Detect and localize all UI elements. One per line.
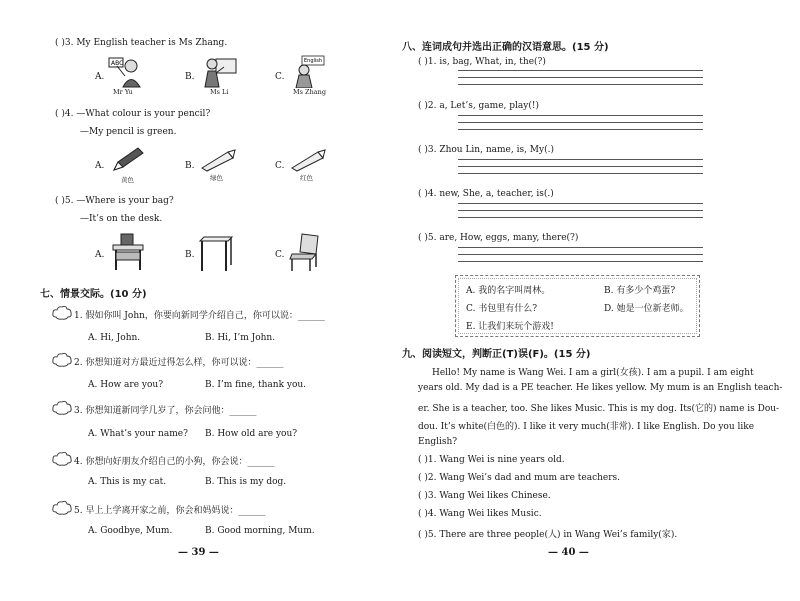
cloud-bullet-icon — [52, 305, 72, 321]
q4-option-b-letter: B. — [185, 161, 195, 171]
pen-icon — [110, 146, 146, 172]
q3-option-a-caption: Mr Yu — [113, 88, 133, 96]
s7-q5-option-a: A. Goodbye, Mum. — [88, 526, 173, 536]
choice-c: C. 书包里有什么? — [466, 304, 538, 314]
s7-q2: 2. 你想知道对方最近过得怎么样，你可以说：______ — [74, 358, 284, 368]
statement-2: ( )2. Wang Wei’s dad and mum are teachers. — [418, 473, 621, 483]
answer-line — [458, 166, 703, 167]
statement-4: ( )4. Wang Wei likes Music. — [418, 509, 542, 519]
choice-e: E. 让我们来玩个游戏! — [466, 322, 554, 332]
q5-prompt: ( )5. —Where is your bag? — [55, 196, 174, 206]
section-7-title: 七、情景交际。(10 分) — [40, 289, 147, 300]
q3-prompt: ( )3. My English teacher is Ms Zhang. — [55, 38, 228, 48]
answer-line — [458, 159, 703, 160]
cloud-bullet-icon — [52, 451, 72, 467]
answer-line — [458, 203, 703, 204]
answer-line — [458, 254, 703, 255]
q4-option-c-letter: C. — [275, 161, 285, 171]
bag-on-desk-icon — [110, 232, 146, 272]
teacher-with-abc-board-icon — [107, 56, 143, 88]
q4-option-b-caption: 绿色 — [210, 174, 223, 182]
q3-option-b-caption: Ms Li — [210, 88, 229, 96]
q5-option-b-letter: B. — [185, 250, 195, 260]
page-number-right: — 40 — — [548, 547, 589, 558]
answer-line — [458, 77, 703, 78]
q4-option-a-caption: 黄色 — [121, 176, 134, 184]
q5-reply: —It’s on the desk. — [80, 214, 163, 224]
q4-prompt: ( )4. —What colour is your pencil? — [55, 109, 211, 119]
svg-text:ABC: ABC — [111, 60, 124, 67]
chair-icon — [288, 232, 322, 272]
english-board-text: English — [304, 58, 323, 64]
s8-item-2: ( )2. a, Let’s, game, play(!) — [418, 101, 539, 111]
section-8-title: 八、连词成句并选出正确的汉语意思。(15 分) — [402, 42, 609, 53]
q4-option-c-caption: 红色 — [300, 174, 313, 182]
english-teacher-icon — [292, 55, 326, 88]
q3-option-c-letter: C. — [275, 72, 285, 82]
s8-item-3: ( )3. Zhou Lin, name, is, My(.) — [418, 145, 554, 155]
answer-line — [458, 261, 703, 262]
page-number-left: — 39 — — [178, 547, 219, 558]
statement-3: ( )3. Wang Wei likes Chinese. — [418, 491, 551, 501]
s7-q1-option-a: A. Hi, John. — [88, 333, 141, 343]
s7-q3-option-a: A. What’s your name? — [88, 429, 188, 439]
answer-line — [458, 247, 703, 248]
s7-q1: 1. 假如你叫 John，你要向新同学介绍自己，你可以说：______ — [74, 311, 325, 321]
s7-q4-option-b: B. This is my dog. — [205, 477, 287, 487]
pencil-icon — [198, 148, 236, 172]
s8-item-4: ( )4. new, She, a, teacher, is(.) — [418, 189, 554, 199]
q3-option-c-caption: Ms Zhang — [293, 88, 326, 96]
answer-line — [458, 84, 703, 85]
cloud-bullet-icon — [52, 500, 72, 516]
s7-q1-option-b: B. Hi, I’m John. — [205, 333, 276, 343]
s8-item-1: ( )1. is, bag, What, in, the(?) — [418, 57, 546, 67]
q4-reply: —My pencil is green. — [80, 127, 177, 137]
s7-q5-option-b: B. Good morning, Mum. — [205, 526, 315, 536]
passage-line-4: dou. It’s white(白色的). I like it very much(非常). I like English. Do you like — [418, 422, 755, 432]
s7-q2-option-a: A. How are you? — [88, 380, 164, 390]
s7-q4: 4. 你想向好朋友介绍自己的小狗，你会说：______ — [74, 457, 275, 467]
q3-option-b-letter: B. — [185, 72, 195, 82]
statement-5: ( )5. There are three people(人) in Wang Wei’s family(家). — [418, 530, 678, 540]
choice-b: B. 有多少个鸡蛋? — [604, 286, 676, 296]
answer-line — [458, 70, 703, 71]
passage-line-5: English? — [418, 437, 458, 447]
choice-a: A. 我的名字叫周林。 — [466, 286, 551, 296]
q5-option-c-letter: C. — [275, 250, 285, 260]
choice-d: D. 她是一位新老师。 — [604, 304, 689, 314]
teacher-at-board-icon — [202, 55, 238, 88]
section-9-title: 九、阅读短文，判断正(T)误(F)。(15 分) — [402, 349, 591, 360]
answer-line — [458, 129, 703, 130]
cloud-bullet-icon — [52, 352, 72, 368]
s7-q3: 3. 你想知道新同学几岁了，你会问他：______ — [74, 406, 257, 416]
answer-line — [458, 122, 703, 123]
answer-line — [458, 173, 703, 174]
s7-q5: 5. 早上上学离开家之前，你会和妈妈说：______ — [74, 506, 266, 516]
s7-q4-option-a: A. This is my cat. — [88, 477, 167, 487]
q3-option-a-letter: A. — [95, 72, 105, 82]
q5-option-a-letter: A. — [95, 250, 105, 260]
q4-option-a-letter: A. — [95, 161, 105, 171]
statement-1: ( )1. Wang Wei is nine years old. — [418, 455, 565, 465]
passage-line-3: er. She is a teacher, too. She likes Music. This is my dog. Its(它的) name is Dou- — [418, 404, 780, 414]
passage-line-2: years old. My dad is a PE teacher. He likes yellow. My mum is an English teach- — [418, 383, 783, 393]
passage-line-1: Hello! My name is Wang Wei. I am a girl(女孩). I am a pupil. I am eight — [432, 368, 754, 378]
answer-line — [458, 217, 703, 218]
s8-item-5: ( )5. are, How, eggs, many, there(?) — [418, 233, 579, 243]
answer-line — [458, 115, 703, 116]
cloud-bullet-icon — [52, 400, 72, 416]
desk-icon — [198, 235, 234, 273]
answer-line — [458, 210, 703, 211]
pencil-icon — [288, 148, 326, 172]
s7-q3-option-b: B. How old are you? — [205, 429, 298, 439]
s7-q2-option-b: B. I’m fine, thank you. — [205, 380, 307, 390]
